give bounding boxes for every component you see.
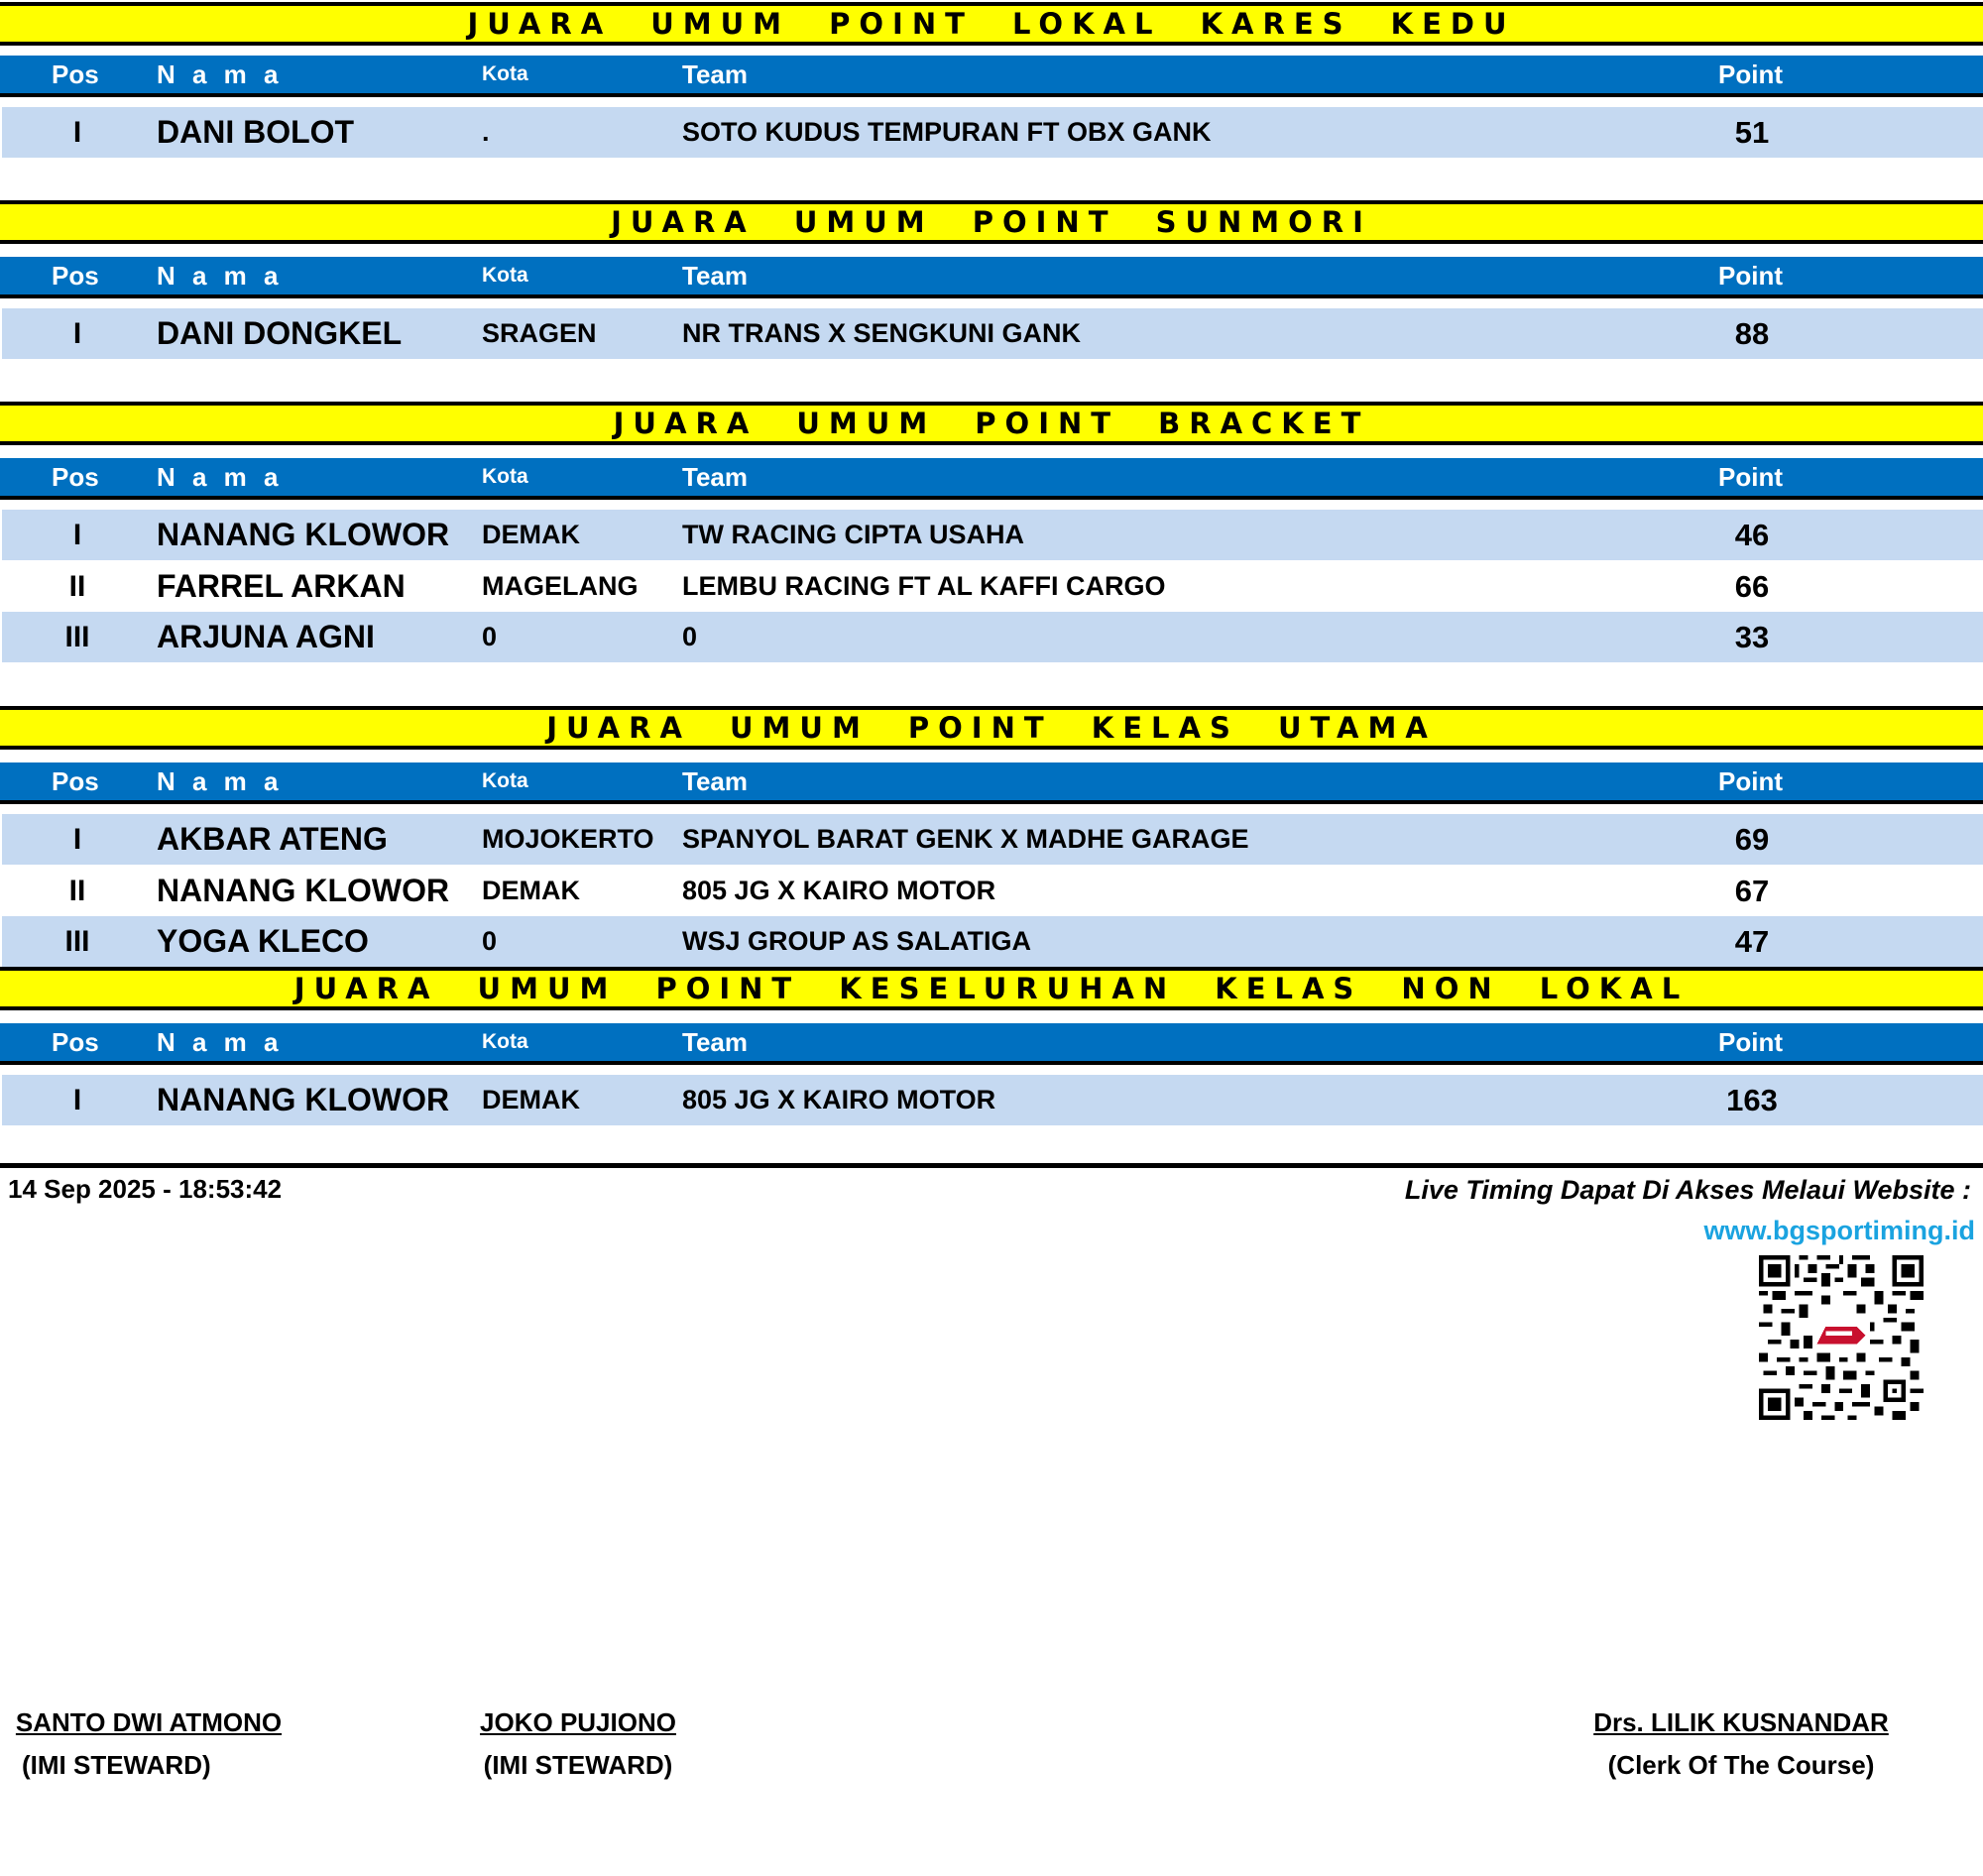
signatory-name: JOKO PUJIONO <box>480 1707 676 1737</box>
table-row <box>2 814 1983 865</box>
timestamp: 14 Sep 2025 - 18:53:42 <box>8 1174 283 1204</box>
cell-nama: NANANG KLOWOR <box>157 517 450 552</box>
col-team: Team <box>682 766 748 796</box>
cell-team: SOTO KUDUS TEMPURAN FT OBX GANK <box>682 117 1212 147</box>
cell-team: 805 JG X KAIRO MOTOR <box>682 876 996 905</box>
cell-pos: I <box>72 116 82 149</box>
cell-kota: 0 <box>482 622 498 651</box>
signatory-name: SANTO DWI ATMONO <box>15 1707 283 1737</box>
table-row <box>2 561 1983 612</box>
cell-pos: I <box>72 519 82 551</box>
signatory-role: (IMI STEWARD) <box>22 1750 211 1780</box>
cell-nama: NANANG KLOWOR <box>157 1082 450 1117</box>
cell-kota: SRAGEN <box>482 318 597 348</box>
cell-nama: DANI DONGKEL <box>157 315 403 351</box>
col-pos: Pos <box>52 59 99 89</box>
cell-pos: I <box>72 317 82 350</box>
cell-nama: ARJUNA AGNI <box>157 619 375 654</box>
cell-point: 69 <box>1734 822 1770 857</box>
col-team: Team <box>682 1027 748 1057</box>
table-row <box>2 612 1983 662</box>
col-kota: Kota <box>482 465 528 488</box>
col-pos: Pos <box>52 261 99 291</box>
col-kota: Kota <box>482 62 528 85</box>
col-pos: Pos <box>52 462 99 492</box>
live-timing-text: Live Timing Dapat Di Akses Melaui Website : <box>1404 1175 1971 1205</box>
signature-block <box>1573 1707 1910 1781</box>
table-header <box>0 458 1983 500</box>
table-row <box>2 916 1983 967</box>
col-nama: N a m a <box>157 261 284 291</box>
col-pos: Pos <box>52 766 99 796</box>
col-nama: N a m a <box>157 462 284 492</box>
table-header <box>0 762 1983 804</box>
cell-kota: MOJOKERTO <box>482 824 654 854</box>
cell-pos: I <box>72 823 82 856</box>
section-title: JUARA UMUM POINT BRACKET <box>0 402 1983 445</box>
col-pos: Pos <box>52 1027 99 1057</box>
cell-kota: DEMAK <box>482 876 580 905</box>
col-nama: N a m a <box>157 1027 284 1057</box>
col-point: Point <box>1718 59 1783 89</box>
cell-team: 0 <box>682 622 698 651</box>
website-link[interactable]: www.bgsportiming.id <box>1703 1216 1975 1245</box>
cell-kota: 0 <box>482 926 498 956</box>
col-point: Point <box>1718 462 1783 492</box>
cell-pos: I <box>72 1084 82 1116</box>
cell-kota: MAGELANG <box>482 571 639 601</box>
table-header <box>0 257 1983 298</box>
cell-point: 88 <box>1734 316 1770 351</box>
signatory-name: Drs. LILIK KUSNANDAR <box>1593 1707 1889 1737</box>
table-header <box>0 1023 1983 1065</box>
signature-block <box>6 1707 292 1781</box>
cell-team: TW RACING CIPTA USAHA <box>682 520 1024 549</box>
table-header <box>0 56 1983 97</box>
section-title: JUARA UMUM POINT LOKAL KARES KEDU <box>0 2 1983 46</box>
cell-point: 67 <box>1734 874 1770 908</box>
cell-point: 51 <box>1734 115 1770 150</box>
col-kota: Kota <box>482 1030 528 1053</box>
col-nama: N a m a <box>157 766 284 796</box>
cell-kota: DEMAK <box>482 520 580 549</box>
qr-code-icon <box>1751 1255 1931 1420</box>
cell-pos: II <box>68 570 86 603</box>
cell-point: 66 <box>1734 569 1770 604</box>
cell-team: NR TRANS X SENGKUNI GANK <box>682 318 1082 348</box>
col-point: Point <box>1718 1027 1783 1057</box>
cell-point: 33 <box>1734 620 1770 654</box>
signatory-role: (IMI STEWARD) <box>483 1750 673 1780</box>
cell-team: LEMBU RACING FT AL KAFFI CARGO <box>682 571 1166 601</box>
col-kota: Kota <box>482 769 528 792</box>
section-title: JUARA UMUM POINT SUNMORI <box>0 200 1983 244</box>
col-point: Point <box>1718 261 1783 291</box>
cell-nama: NANANG KLOWOR <box>157 873 450 908</box>
cell-pos: III <box>64 621 90 653</box>
cell-nama: DANI BOLOT <box>157 114 355 150</box>
cell-point: 163 <box>1726 1083 1778 1117</box>
cell-kota: DEMAK <box>482 1085 580 1114</box>
col-team: Team <box>682 462 748 492</box>
col-team: Team <box>682 261 748 291</box>
cell-team: 805 JG X KAIRO MOTOR <box>682 1085 996 1114</box>
cell-point: 46 <box>1734 518 1770 552</box>
cell-team: WSJ GROUP AS SALATIGA <box>682 926 1032 956</box>
cell-pos: II <box>68 875 86 907</box>
signatory-role: (Clerk Of The Course) <box>1607 1750 1875 1780</box>
table-row <box>2 308 1983 359</box>
cell-team: SPANYOL BARAT GENK X MADHE GARAGE <box>682 824 1249 854</box>
cell-point: 47 <box>1734 924 1770 959</box>
col-kota: Kota <box>482 264 528 287</box>
table-row <box>2 107 1983 158</box>
cell-pos: III <box>64 925 90 958</box>
cell-nama: FARREL ARKAN <box>157 568 406 604</box>
table-row <box>2 866 1983 916</box>
table-row <box>2 510 1983 560</box>
cell-kota: . <box>482 117 490 147</box>
col-team: Team <box>682 59 748 89</box>
section-title: JUARA UMUM POINT KESELURUHAN KELAS NON LOKAL <box>0 967 1983 1010</box>
section-title: JUARA UMUM POINT KELAS UTAMA <box>0 706 1983 750</box>
col-point: Point <box>1718 766 1783 796</box>
footer-divider <box>0 1163 1983 1168</box>
col-nama: N a m a <box>157 59 284 89</box>
cell-nama: YOGA KLECO <box>157 923 369 959</box>
signature-block <box>472 1707 684 1781</box>
table-row <box>2 1075 1983 1125</box>
cell-nama: AKBAR ATENG <box>157 821 388 857</box>
